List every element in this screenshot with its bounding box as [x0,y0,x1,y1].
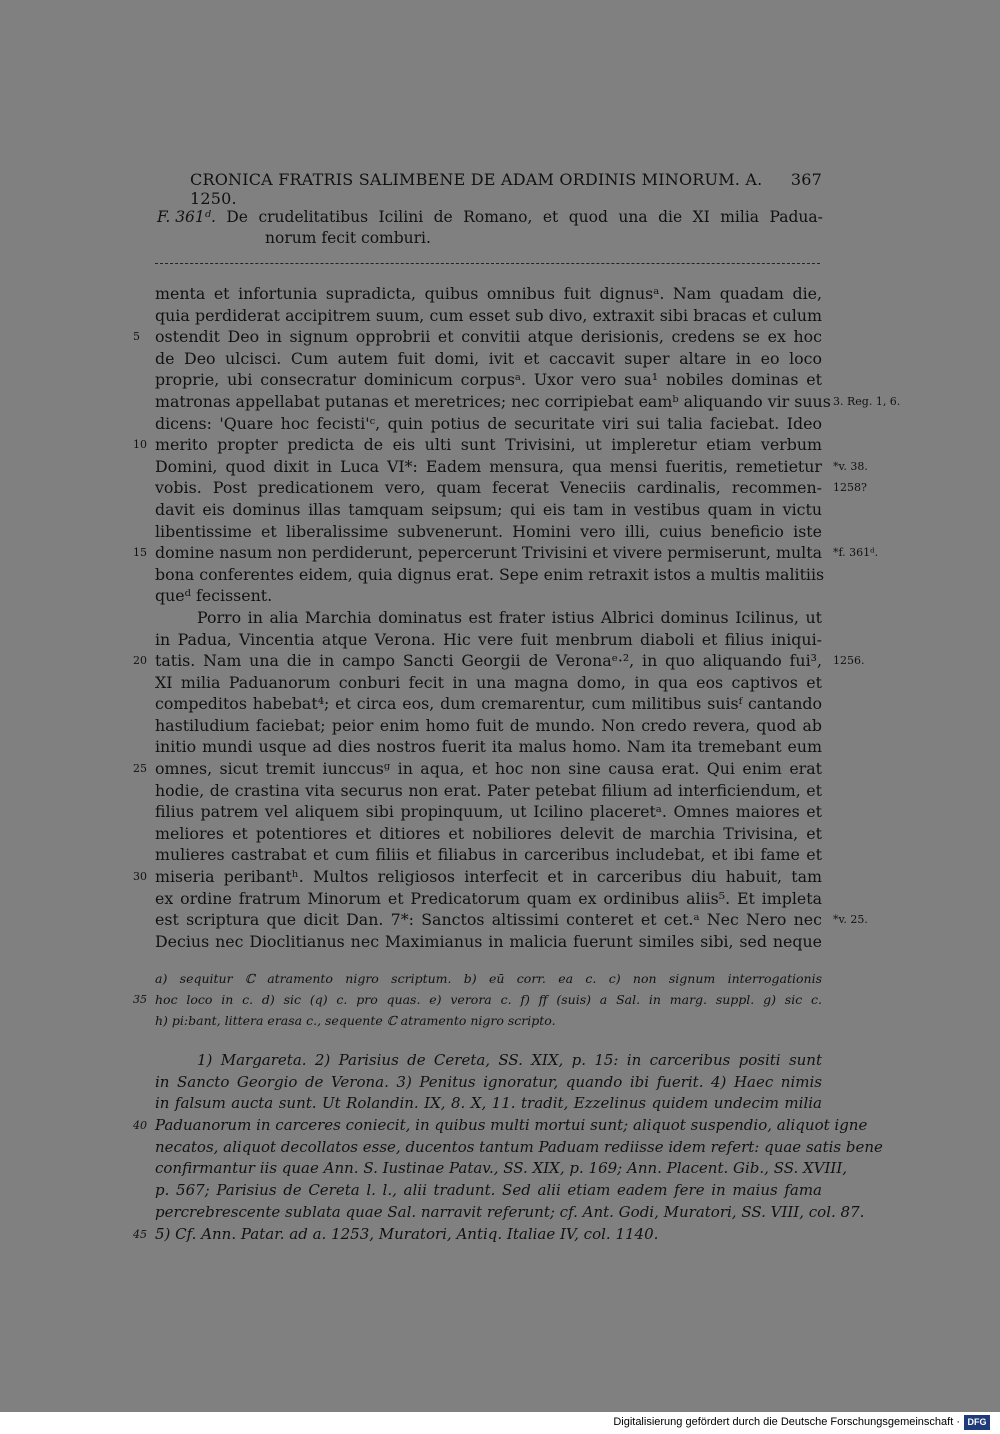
line-number: 45 [133,1227,147,1241]
text-line [155,715,822,737]
text-line [155,1158,848,1180]
text-line [155,564,825,586]
main-text [133,283,901,952]
text-line [155,931,822,953]
margin-note: 3. Reg. 1, 6. [833,394,901,408]
text-line [155,909,868,931]
line-text: ex ordine fratrum Minorum et Predicatorum quam ex ordinibus aliis⁵. Et impleta [155,888,822,908]
line-text: tatis. Nam una die in campo Sancti Georgii de Veronaᵉ·², in quo aliquando fui³, [155,651,822,671]
margin-note: 1256. [833,654,865,668]
text-line [133,866,822,888]
page-number: 367 [790,170,822,189]
line-text: in Padua, Vincentia atque Verona. Hic vere fuit menbrum diaboli et filius iniqui- [155,629,822,649]
line-text: queᵈ fecissent. [155,586,273,606]
line-number: 20 [133,654,147,668]
caption-word: XI [692,208,710,226]
text-line [155,391,901,413]
text-line [155,736,822,758]
text-line [155,413,822,435]
text-line [155,585,822,607]
line-text: filius patrem vel aliquem sibi propinquum, ut Icilino placeretᵃ. Omnes maiores et [155,802,822,822]
text-line [155,456,868,478]
line-text: Domini, quod dixit in Luca VI*: Eadem mensura, qua mensi fueritis, remetietur [155,456,822,476]
line-text: menta et infortunia supradicta, quibus omnibus fuit dignusᵃ. Nam quadam die, [155,284,822,303]
caption-word: una [618,208,648,226]
caption-word: die [658,208,683,226]
line-text: h) pi:bant, littera erasa c., sequente ℂ atramento nigro scripto. [155,1013,556,1029]
caption-word: milia [720,208,760,226]
caption-word: Padua- [769,208,823,226]
caption-word: Romano, [463,208,533,226]
line-text: initio mundi usque ad dies nostros fuerit ita malus homo. Nam ita tremebant eum [155,737,822,757]
text-line [155,1010,822,1031]
line-text: quia perdiderat accipitrem suum, cum esset sub divo, extraxit sibi bracas et culum [155,305,822,325]
critical-apparatus [133,968,822,1032]
text-line [155,693,822,715]
caption-word: crudelitatibus [258,208,369,226]
running-header [190,170,822,208]
text-line [133,989,822,1010]
line-text: in Sancto Georgio de Verona. 3) Penitus ignoratur, quando ibi fuerit. 4) Haec nimis [155,1072,822,1091]
text-line [155,1072,822,1094]
line-number: 35 [133,993,147,1007]
line-text: miseria peribantʰ. Multos religiosos interfecit et in carceribus diu habuit, tam [155,867,822,887]
margin-note: *v. 25. [833,913,868,927]
folio-reference: F. 361ᵈ. [157,208,216,226]
caption-word: et [542,208,559,226]
text-line [155,801,822,823]
text-line [155,888,822,910]
separator-rule [155,263,820,264]
line-text: hoc loco in c. d) sic (q) c. pro quas. e) verora c. f) ff (suis) a Sal. in marg. suppl. g) sic c. [155,992,822,1008]
text-line [155,629,822,651]
text-line [155,1180,822,1202]
text-line [133,542,879,564]
caption-word: De [226,208,248,226]
chapter-caption [157,208,823,250]
text-line [133,1115,868,1137]
footer-bar [0,1412,1000,1434]
caption-word: de [433,208,453,226]
text-line [155,305,822,327]
line-text: meliores et potentiores et ditiores et nobiliores delevit de marchia Trivisina, et [155,823,822,843]
text-line [133,434,822,456]
line-text: mulieres castrabat et cum filiis et filiabus in carceribus includebat, et ibi fame et [155,845,822,865]
line-text: de Deo ulcisci. Cum autem fuit domi, ivit et caccavit super altare in eo loco [155,348,822,368]
line-text: matronas appellabat putanas et meretrices; nec corripiebat eamᵇ aliquando vir suus [155,391,831,411]
line-text: a) sequitur ℂ atramento nigro scriptum. b) eū corr. ea c. c) non signum interrogationis [155,971,822,986]
line-text: omnes, sicut tremit iunccusᵍ in aqua, et hoc non sine causa erat. Qui enim erat [155,759,822,779]
text-line [155,823,822,845]
line-text: 5) Cf. Ann. Patar. ad a. 1253, Muratori, Antiq. Italiae IV, col. 1140. [155,1224,659,1243]
line-text: necatos, aliquot decollatos esse, ducentos tantum Paduam rediisse idem refert: quae satis bene [155,1137,883,1156]
funding-note: Digitalisierung gefördert durch die Deutsche Forschungsgemeinschaft · [613,1416,960,1428]
line-text: p. 567; Parisius de Cereta l. l., alii tradunt. Sed alii etiam eadem fere in maius fama [155,1181,822,1200]
text-line [133,1224,822,1246]
margin-note: *v. 38. [833,459,868,473]
text-line [155,844,822,866]
text-line [133,650,865,672]
line-number: 5 [133,330,140,344]
line-text: confirmantur iis quae Ann. S. Iustinae Patav., SS. XIX, p. 169; Ann. Placent. Gib., SS. XVIII, [155,1159,848,1178]
line-text: bona conferentes eidem, quia dignus erat. Sepe enim retraxit istos a multis malitiis [155,564,825,584]
text-line [155,780,822,802]
line-text: vobis. Post predicationem vero, quam fecerat Veneciis cardinalis, recommen- [155,478,822,498]
text-line [155,1202,865,1224]
line-text: percrebrescente sublata quae Sal. narravit referunt; cf. Ant. Godi, Muratori, SS. VIII, col. 87. [155,1202,865,1221]
text-line [155,477,867,499]
line-number: 30 [133,870,147,884]
line-text: XI milia Paduanorum conburi fecit in una magna domo, in qua eos captivos et [155,672,822,692]
dfg-logo: DFG [964,1415,990,1430]
text-line [155,521,822,543]
margin-note: *f. 361ᵈ. [833,546,879,560]
line-text: Decius nec Dioclitianus nec Maximianus in malicia fuerunt similes sibi, sed neque [155,931,822,951]
line-text: compeditos habebat⁴; et circa eos, dum cremarentur, cum militibus suisᶠ cantando [155,694,822,714]
line-text: ostendit Deo in signum opprobrii et convitii atque derisionis, credens se ex hoc [155,327,822,347]
text-line [155,348,822,370]
line-text: dicens: 'Quare hoc fecisti'ᶜ, quin potius de securitate viri sui talia faciebat. Ideo [155,413,822,433]
line-number: 15 [133,546,147,560]
line-text: merito propter predicta de eis ulti sunt Trivisini, ut impleretur etiam verbum [155,435,822,455]
line-text: est scriptura que dicit Dan. 7*: Sanctos altissimi conteret et cet.ᵃ Nec Nero nec [155,910,822,930]
line-text: Porro in alia Marchia dominatus est frater istius Albrici dominus Icilinus, ut [197,607,822,627]
line-text: in falsum aucta sunt. Ut Rolandin. IX, 8. X, 11. tradit, Ezzelinus quidem undecim milia [155,1094,822,1113]
text-line [155,607,822,629]
line-text: hastiludium faciebat; peior enim homo fuit de mundo. Non credo revera, quod ab [155,715,822,735]
text-line [155,1093,822,1115]
margin-note: 1258? [833,481,867,495]
line-text: hodie, de crastina vita securus non erat. Pater petebat filium ad interficiendum, et [155,780,822,800]
text-line [133,758,822,780]
text-line [155,968,822,989]
line-number: 40 [133,1119,147,1133]
line-number: 10 [133,438,147,452]
text-line [155,1137,883,1159]
line-text: 1) Margareta. 2) Parisius de Cereta, SS. XIX, p. 15: in carceribus positi sunt [197,1051,822,1069]
caption-line [157,208,823,229]
text-line [155,672,822,694]
running-title: CRONICA FRATRIS SALIMBENE DE ADAM ORDINIS MINORUM. A. 1250. [190,170,763,208]
text-line [133,326,822,348]
caption-word: quod [568,208,608,226]
text-line [155,283,822,305]
historical-notes [133,1050,883,1245]
line-text: domine nasum non perdiderunt, pepercerunt Trivisini et vivere permiserunt, multa [155,543,822,563]
caption-word: Icilini [378,208,424,226]
text-line [155,369,822,391]
line-text: davit eis dominus illas tamquam seipsum; qui eis tam in vestibus quam in victu [155,499,822,519]
line-text: Paduanorum in carceres coniecit, in quibus multi mortui sunt; aliquot suspendio, aliquot igne [155,1116,868,1135]
line-number: 25 [133,762,147,776]
line-text: libentissime et liberalissime subvenerunt. Homini vero illi, cuius beneficio iste [155,521,822,541]
text-line [155,499,822,521]
line-text: proprie, ubi consecratur dominicum corpusᵃ. Uxor vero sua¹ nobiles dominas et [155,370,822,390]
caption-line: norum fecit comburi. [265,229,431,247]
text-line [155,1050,822,1072]
